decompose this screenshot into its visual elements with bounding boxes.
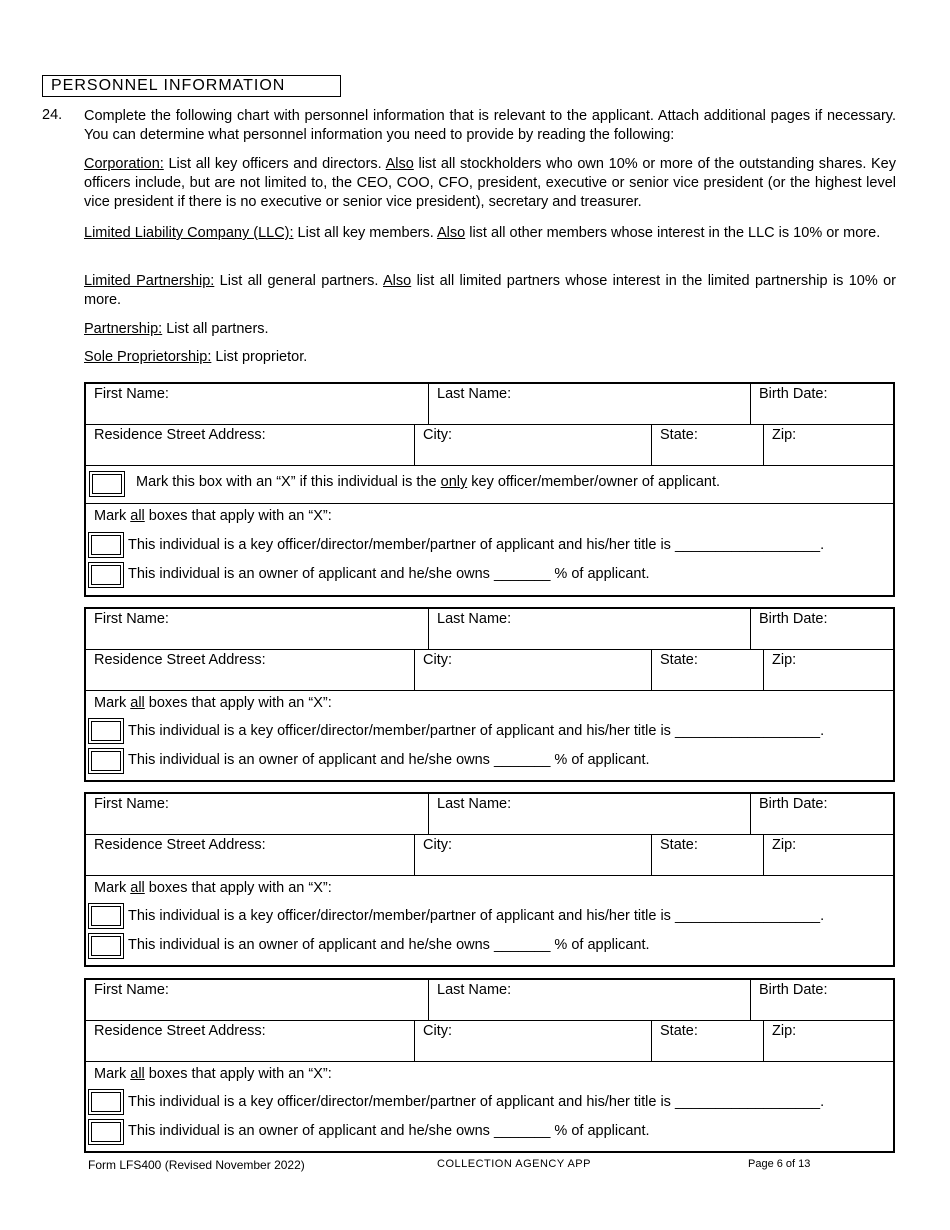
street-address-label: Residence Street Address:	[94, 652, 266, 668]
question-number: 24.	[42, 107, 63, 123]
zip-label: Zip:	[772, 652, 797, 668]
lp-label: Limited Partnership:	[84, 273, 215, 289]
first-name-label: First Name:	[94, 611, 169, 627]
first-name-field[interactable]	[86, 609, 428, 649]
footer-form-id: Form LFS400 (Revised November 2022)	[88, 1158, 305, 1172]
last-name-field[interactable]	[428, 980, 750, 1020]
key-officer-checkbox[interactable]	[88, 532, 124, 558]
street-address-field[interactable]	[86, 650, 414, 690]
llc-text1: List all key members.	[293, 225, 437, 241]
city-label: City:	[423, 427, 452, 443]
key-officer-text: This individual is a key officer/director/member/partner of applicant and his/her title is __________________.	[128, 537, 825, 553]
mark-all-post: boxes that apply with an “X”:	[144, 1066, 332, 1082]
birth-date-field[interactable]	[750, 794, 893, 834]
state-label: State:	[660, 427, 698, 443]
city-label: City:	[423, 652, 452, 668]
city-label: City:	[423, 1023, 452, 1039]
first-name-field[interactable]	[86, 794, 428, 834]
person-block-3	[84, 792, 895, 967]
birth-date-field[interactable]	[750, 980, 893, 1020]
partnership-text: List all partners.	[162, 321, 269, 337]
partnership-label: Partnership:	[84, 321, 163, 337]
first-name-field[interactable]	[86, 980, 428, 1020]
first-name-field[interactable]	[86, 384, 428, 424]
mark-all-instruction	[94, 508, 332, 524]
birth-date-label: Birth Date:	[759, 796, 828, 812]
corporation-label: Corporation:	[84, 156, 164, 172]
corporation-also: Also	[385, 156, 414, 172]
corporation-text1: List all key officers and directors.	[163, 156, 386, 172]
state-label: State:	[660, 837, 698, 853]
footer-app-name: COLLECTION AGENCY APP	[437, 1158, 591, 1170]
corporation-text2: list all stockholders who own 10% or more of the outstanding shares. Key officers include, but are not limited to, the CEO, COO, CFO, president, executive or senior vice president (or the highest level vice president if there is no executive or senior vice president), secretary and treasurer.	[84, 156, 896, 210]
key-officer-checkbox[interactable]	[88, 1089, 124, 1115]
first-name-label: First Name:	[94, 982, 169, 998]
city-field[interactable]	[414, 835, 651, 875]
owner-checkbox[interactable]	[88, 748, 124, 774]
lp-text1: List all general partners.	[214, 273, 383, 289]
first-name-label: First Name:	[94, 796, 169, 812]
birth-date-field[interactable]	[750, 384, 893, 424]
state-field[interactable]	[651, 1021, 763, 1061]
question-intro: Complete the following chart with personnel information that is relevant to the applicant. Attach additional pages if necessary. You can determine what personnel information you need to provide by reading the following:	[84, 108, 896, 143]
owner-text: This individual is an owner of applicant and he/she owns _______ % of applicant.	[128, 937, 650, 953]
person-block-1	[84, 382, 895, 597]
mark-all-pre: Mark	[94, 1066, 131, 1082]
owner-text: This individual is an owner of applicant and he/she owns _______ % of applicant.	[128, 566, 650, 582]
only-officer-text	[136, 474, 720, 490]
birth-date-field[interactable]	[750, 609, 893, 649]
first-name-label: First Name:	[94, 386, 169, 402]
mark-all-instruction	[94, 695, 332, 711]
key-officer-text: This individual is a key officer/director/member/partner of applicant and his/her title is __________________.	[128, 908, 825, 924]
key-officer-text: This individual is a key officer/director/member/partner of applicant and his/her title is __________________.	[128, 1094, 825, 1110]
section-header: PERSONNEL INFORMATION	[42, 75, 341, 97]
owner-checkbox[interactable]	[88, 1119, 124, 1145]
street-address-label: Residence Street Address:	[94, 427, 266, 443]
mark-all-pre: Mark	[94, 695, 131, 711]
mark-all-all: all	[130, 880, 145, 896]
last-name-label: Last Name:	[437, 796, 512, 812]
street-address-field[interactable]	[86, 1021, 414, 1061]
zip-label: Zip:	[772, 427, 797, 443]
zip-field[interactable]	[763, 835, 893, 875]
birth-date-label: Birth Date:	[759, 982, 828, 998]
state-field[interactable]	[651, 650, 763, 690]
street-address-field[interactable]	[86, 425, 414, 465]
state-field[interactable]	[651, 425, 763, 465]
last-name-field[interactable]	[428, 384, 750, 424]
zip-label: Zip:	[772, 837, 797, 853]
only-officer-only: only	[440, 474, 468, 490]
mark-all-post: boxes that apply with an “X”:	[144, 880, 332, 896]
state-label: State:	[660, 1023, 698, 1039]
footer-page-number: Page 6 of 13	[748, 1158, 811, 1170]
owner-text: This individual is an owner of applicant and he/she owns _______ % of applicant.	[128, 1123, 650, 1139]
zip-field[interactable]	[763, 1021, 893, 1061]
city-field[interactable]	[414, 1021, 651, 1061]
sole-paragraph	[84, 348, 896, 367]
lp-also: Also	[382, 273, 412, 289]
partnership-paragraph	[84, 320, 896, 339]
zip-field[interactable]	[763, 650, 893, 690]
owner-checkbox[interactable]	[88, 562, 124, 588]
key-officer-checkbox[interactable]	[88, 903, 124, 929]
street-address-label: Residence Street Address:	[94, 837, 266, 853]
last-name-label: Last Name:	[437, 386, 512, 402]
city-field[interactable]	[414, 650, 651, 690]
llc-paragraph	[84, 224, 896, 243]
mark-all-pre: Mark	[94, 880, 131, 896]
corporation-paragraph	[84, 155, 896, 212]
state-label: State:	[660, 652, 698, 668]
street-address-label: Residence Street Address:	[94, 1023, 266, 1039]
mark-all-post: boxes that apply with an “X”:	[144, 508, 332, 524]
key-officer-text: This individual is a key officer/director/member/partner of applicant and his/her title is __________________.	[128, 723, 825, 739]
key-officer-checkbox[interactable]	[88, 718, 124, 744]
last-name-label: Last Name:	[437, 611, 512, 627]
llc-also: Also	[436, 225, 466, 241]
person-block-4	[84, 978, 895, 1153]
last-name-field[interactable]	[428, 609, 750, 649]
mark-all-all: all	[130, 1066, 145, 1082]
only-officer-pre: Mark this box with an “X” if this individual is the	[136, 474, 441, 490]
mark-all-all: all	[130, 695, 145, 711]
mark-all-pre: Mark	[94, 508, 131, 524]
owner-text: This individual is an owner of applicant and he/she owns _______ % of applicant.	[128, 752, 650, 768]
owner-checkbox[interactable]	[88, 933, 124, 959]
only-officer-post: key officer/member/owner of applicant.	[467, 474, 721, 490]
city-label: City:	[423, 837, 452, 853]
state-field[interactable]	[651, 835, 763, 875]
sole-label: Sole Proprietorship:	[84, 349, 212, 365]
zip-field[interactable]	[763, 425, 893, 465]
last-name-label: Last Name:	[437, 982, 512, 998]
mark-all-post: boxes that apply with an “X”:	[144, 695, 332, 711]
birth-date-label: Birth Date:	[759, 611, 828, 627]
person-block-2	[84, 607, 895, 782]
street-address-field[interactable]	[86, 835, 414, 875]
mark-all-instruction	[94, 880, 332, 896]
mark-all-instruction	[94, 1066, 332, 1082]
last-name-field[interactable]	[428, 794, 750, 834]
birth-date-label: Birth Date:	[759, 386, 828, 402]
only-officer-checkbox[interactable]	[89, 471, 125, 497]
lp-text2: list all limited partners whose interest in the limited partnership is 10% or more.	[84, 273, 896, 308]
zip-label: Zip:	[772, 1023, 797, 1039]
llc-label: Limited Liability Company (LLC):	[84, 225, 294, 241]
mark-all-all: all	[130, 508, 145, 524]
city-field[interactable]	[414, 425, 651, 465]
sole-text: List proprietor.	[211, 349, 308, 365]
lp-paragraph	[84, 272, 896, 310]
llc-text2: list all other members whose interest in the LLC is 10% or more.	[465, 225, 881, 241]
